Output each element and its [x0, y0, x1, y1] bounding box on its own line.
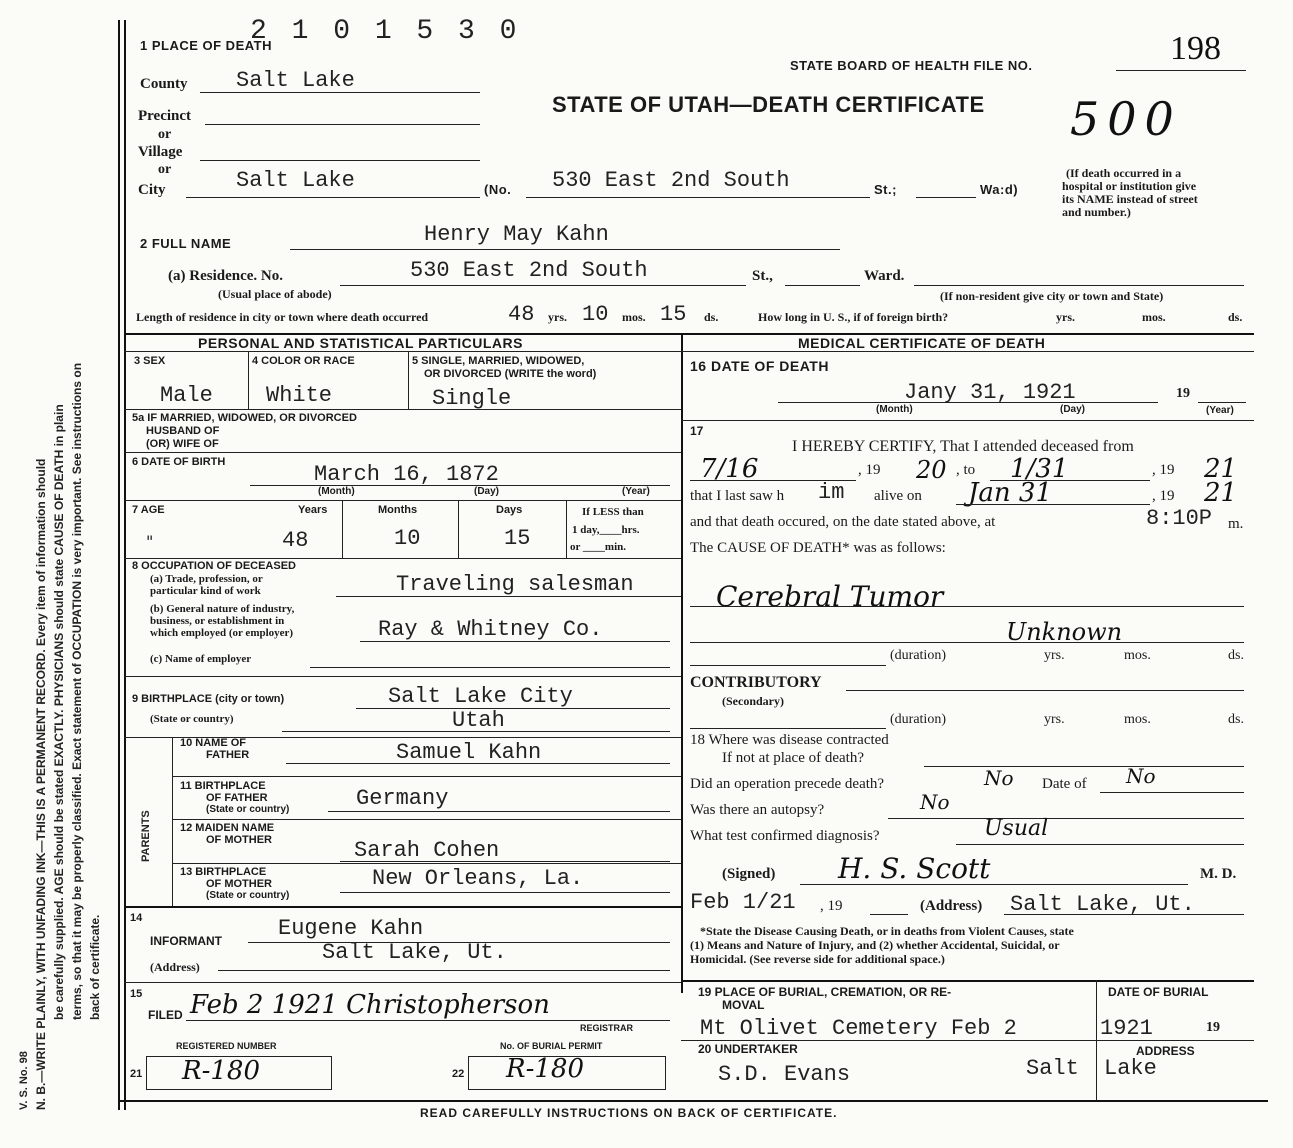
death-occurred-label: and that death occured, on the date stated above, at [690, 514, 996, 530]
mother-bp-label-2: OF MOTHER [206, 878, 272, 890]
cause-line-2 [690, 642, 1244, 643]
mother-label-2: OF MOTHER [206, 834, 272, 846]
residence-ward-line [785, 285, 860, 286]
duration-yrs-2: yrs. [1044, 712, 1065, 727]
residence-line [340, 285, 746, 286]
place-of-death-label: 1 PLACE OF DEATH [140, 38, 272, 53]
row-line-11 [124, 982, 681, 983]
age-divider-2 [458, 500, 459, 558]
occupation-c-label: (c) Name of employer [150, 653, 252, 665]
death-address-value: 530 East 2nd South [552, 168, 790, 193]
last-saw-label: that I last saw h [690, 488, 785, 504]
age-months-label: Months [378, 504, 418, 516]
date-month-label: (Month) [876, 404, 913, 415]
signed-date-19: , 19 [820, 898, 843, 914]
md-label: M. D. [1200, 866, 1237, 882]
length-days: 15 [660, 302, 687, 327]
spouse-label-3: (OR) WIFE OF [146, 438, 219, 450]
occupation-value: Traveling salesman [396, 572, 634, 597]
last-saw-line [956, 504, 1150, 505]
hospital-note-2: hospital or institution give [1062, 179, 1197, 193]
length-residence-label: Length of residence in city or town where death occurred [136, 310, 429, 324]
foreign-birth-label: How long in U. S., if of foreign birth? [758, 310, 949, 324]
mother-value: Sarah Cohen [354, 838, 500, 863]
last-saw-year: 21 [1204, 478, 1238, 508]
informant-value: Eugene Kahn [278, 916, 424, 941]
margin-instruction-line-2: be carefully supplied. AGE should be stated EXACTLY. PHYSICIANS should state CAUSE OF DEATH in plain [52, 404, 66, 1020]
cause-label: The CAUSE OF DEATH* was as follows: [690, 540, 946, 556]
last-saw-alive-label: alive on [874, 488, 922, 504]
undertaker-label: 20 UNDERTAKER [698, 1042, 798, 1056]
county-label: County [140, 76, 188, 92]
margin-instruction-line-3: terms, so that it may be properly classified. Exact statement of OCCUPATION is very important. See instructions on [70, 362, 84, 1020]
form-left-border [118, 20, 120, 1110]
filed-line [186, 1020, 670, 1021]
age-divider-1 [342, 500, 343, 558]
handwritten-number: 500 [1070, 92, 1182, 146]
county-value: Salt Lake [236, 68, 355, 93]
burial-place-label-2: MOVAL [722, 998, 765, 1012]
occupation-b-label-1: (b) General nature of industry, [150, 603, 295, 615]
address-label: (Address) [920, 898, 983, 914]
undertaker-city-value: Salt [1026, 1056, 1079, 1081]
birthplace-state-value: Utah [452, 708, 505, 733]
sex-color-divider [248, 351, 249, 409]
ward-label: Wa:d) [980, 182, 1019, 197]
burial-permit-value: R-180 [506, 1054, 584, 1084]
less-label-2: 1 day,____hrs. [572, 524, 640, 536]
undertaker-address-value: Lake [1104, 1056, 1157, 1081]
residence-city-line [914, 285, 1244, 286]
row-line-7 [172, 776, 681, 777]
to-label: , to [956, 462, 976, 478]
undertaker-line-top [681, 1040, 1254, 1041]
full-name-line [290, 249, 840, 250]
row-line-8 [172, 819, 681, 820]
form-left-border-inner [124, 20, 126, 1110]
occupation-label: 8 OCCUPATION OF DECEASED [132, 560, 296, 572]
secondary-label: (Secondary) [722, 694, 784, 708]
filed-label: FILED [148, 1008, 183, 1022]
duration-label-2: (duration) [890, 712, 946, 727]
row-line-5 [124, 676, 681, 677]
burial-permit-label: No. OF BURIAL PERMIT [500, 1041, 603, 1051]
age-years-label: Years [298, 504, 328, 516]
us-years-label: yrs. [1056, 310, 1075, 324]
last-saw-date: Jan 31 [968, 478, 1053, 508]
date-of-death-line [778, 402, 1158, 403]
ward-line [916, 197, 976, 198]
test-label: What test confirmed diagnosis? [690, 828, 880, 844]
registered-number-label: REGISTERED NUMBER [176, 1041, 277, 1051]
street-number-label: (No. [484, 182, 512, 197]
length-months: 10 [582, 302, 609, 327]
mother-line [340, 861, 670, 862]
burial-section-line [681, 980, 1254, 982]
age-months-value: 10 [394, 526, 421, 551]
birthplace-label: 9 BIRTHPLACE (city or town) [132, 693, 285, 705]
autopsy-line [888, 818, 1244, 819]
death-address-line [526, 197, 870, 198]
informant-address-label: (Address) [150, 960, 200, 974]
father-bp-label-3: (State or country) [206, 804, 290, 815]
age-divider-3 [566, 500, 567, 558]
sex-value: Male [160, 383, 213, 408]
spouse-label-1: 5a IF MARRIED, WIDOWED, OR DIVORCED [132, 412, 357, 424]
row-line-2 [124, 452, 681, 453]
marital-label-2: OR DIVORCED (WRITE the word) [424, 368, 597, 380]
attended-to-19: , 19 [1152, 462, 1175, 478]
residence-label: (a) Residence. No. [168, 268, 283, 284]
footnote-3: Homicidal. (See reverse side for additional space.) [690, 952, 945, 966]
dob-year-label: (Year) [622, 486, 650, 497]
mother-birthplace-value: New Orleans, La. [372, 866, 584, 891]
date-day-label: (Day) [1060, 404, 1086, 415]
age-mark: " [146, 532, 154, 551]
operation-date-label: Date of [1042, 776, 1087, 792]
margin-instruction-line-4: back of certificate. [88, 914, 102, 1020]
contributory-line [846, 690, 1244, 691]
length-years-label: yrs. [548, 310, 567, 324]
contributory-label: CONTRIBUTORY [690, 674, 822, 691]
birthplace-state-label: (State or country) [150, 713, 234, 725]
hospital-note-3: its NAME instead of street [1062, 192, 1198, 206]
last-saw-19: , 19 [1152, 488, 1175, 504]
informant-address-line [218, 970, 670, 971]
death-time-m: m. [1228, 516, 1244, 532]
form-bottom-border [118, 1100, 1268, 1102]
vs-number: V. S. No. 98 [18, 1051, 30, 1110]
nonresident-note: (If non-resident give city or town and State) [940, 289, 1164, 303]
attended-to-year: 21 [1204, 454, 1238, 484]
father-bp-label-2: OF FATHER [206, 792, 268, 804]
mother-bp-label-1: 13 BIRTHPLACE [180, 866, 267, 878]
certify-text: I HEREBY CERTIFY, That I attended deceased from [792, 438, 1134, 455]
father-label-2: FATHER [206, 749, 250, 761]
registered-number-value: R-180 [182, 1056, 260, 1086]
us-months-label: mos. [1142, 310, 1166, 324]
item-18-label-1: 18 Where was disease contracted [690, 732, 889, 748]
dob-line [250, 485, 670, 486]
medical-row-line-1 [681, 420, 1254, 421]
full-name-value: Henry May Kahn [424, 222, 609, 247]
margin-instruction-line-1: N. B.—WRITE PLAINLY, WITH UNFADING INK—THIS IS A PERMANENT RECORD. Every item of information should [34, 458, 48, 1110]
physician-address-value: Salt Lake, Ut. [1010, 892, 1195, 917]
parents-label: PARENTS [140, 810, 152, 862]
father-label-1: 10 NAME OF [180, 737, 247, 749]
residence-ward-label: Ward. [864, 268, 905, 284]
father-bp-label-1: 11 BIRTHPLACE [180, 780, 266, 792]
length-days-label: ds. [704, 310, 719, 324]
age-days-label: Days [496, 504, 523, 516]
county-line [200, 92, 480, 93]
attended-to-value: 1/31 [1010, 454, 1069, 484]
burial-place-label-1: 19 PLACE OF BURIAL, CREMATION, OR RE- [698, 985, 952, 999]
row-line-10 [124, 906, 681, 908]
less-label-3: or ____min. [570, 541, 627, 553]
age-years-value: 48 [282, 528, 309, 553]
date-of-death-value: Jany 31, 1921 [904, 380, 1076, 405]
father-birthplace-line [328, 811, 670, 812]
row-line-4 [124, 558, 681, 559]
us-days-label: ds. [1228, 310, 1243, 324]
residence-value: 530 East 2nd South [410, 258, 648, 283]
dob-month-label: (Month) [318, 486, 355, 497]
residence-street-label: St., [752, 268, 773, 284]
full-name-label: 2 FULL NAME [140, 236, 232, 251]
undertaker-value: S.D. Evans [718, 1062, 851, 1087]
village-label: Village [138, 144, 183, 160]
item-18-line [924, 766, 1244, 767]
parents-divider [172, 737, 173, 907]
occupation-a-label-1: (a) Trade, profession, or [150, 573, 263, 585]
length-years: 48 [508, 302, 535, 327]
operation-date-line [1100, 792, 1244, 793]
item-18-label-2: If not at place of death? [722, 750, 865, 766]
father-value: Samuel Kahn [396, 740, 542, 765]
signature-line [800, 884, 1188, 885]
date-of-death-19: 19 [1176, 386, 1190, 401]
attended-from-year: 20 [916, 456, 947, 484]
father-birthplace-value: Germany [356, 786, 449, 811]
death-time-value: 8:10P [1146, 506, 1213, 531]
hospital-note-1: (If death occurred in a [1066, 166, 1182, 180]
duration-yrs-1: yrs. [1044, 648, 1065, 663]
file-number-label: STATE BOARD OF HEALTH FILE NO. [790, 58, 1033, 73]
age-label: 7 AGE [132, 504, 165, 516]
file-number-line [1116, 70, 1246, 71]
age-days-value: 15 [504, 526, 531, 551]
operation-date-value: No [1126, 764, 1156, 788]
filed-number: 15 [130, 988, 143, 1000]
duration-ds-1: ds. [1228, 648, 1244, 663]
city-label: City [138, 182, 166, 198]
footnote-1: *State the Disease Causing Death, or in deaths from Violent Causes, state [700, 924, 1074, 938]
marital-label-1: 5 SINGLE, MARRIED, WIDOWED, [412, 355, 585, 367]
column-divider [681, 333, 683, 993]
village-line [200, 160, 480, 161]
date-year-label: (Year) [1206, 405, 1234, 416]
color-marital-divider [408, 351, 409, 409]
row-line-9 [172, 863, 681, 864]
informant-address-value: Salt Lake, Ut. [322, 940, 507, 965]
occupation-a-label-2: particular kind of work [150, 585, 261, 597]
dob-day-label: (Day) [474, 486, 500, 497]
attended-from-value: 7/16 [700, 454, 759, 484]
file-number: 198 [1170, 30, 1221, 67]
employer-name-line [310, 667, 670, 668]
burial-19: 19 [1206, 1020, 1220, 1035]
signed-label: (Signed) [722, 866, 776, 882]
occupation-line [336, 596, 681, 597]
mother-birthplace-line [340, 892, 670, 893]
duration-mos-1: mos. [1124, 648, 1151, 663]
footnote-2: (1) Means and Nature of Injury, and (2) whether Accidental, Suicidal, or [690, 938, 1060, 952]
duration-line-2a [690, 728, 886, 729]
item-21-label: 21 [130, 1068, 143, 1080]
personal-header: PERSONAL AND STATISTICAL PARTICULARS [198, 335, 523, 351]
length-months-label: mos. [622, 310, 646, 324]
registrar-label: REGISTRAR [580, 1023, 634, 1033]
employer-line [360, 641, 670, 642]
color-value: White [266, 383, 333, 408]
row-line-1 [124, 409, 681, 410]
cause-value: Cerebral Tumor [716, 580, 944, 613]
burial-year-value: 1921 [1100, 1016, 1153, 1041]
footer-instructions: READ CAREFULLY INSTRUCTIONS ON BACK OF CERTIFICATE. [420, 1106, 838, 1120]
dob-label: 6 DATE OF BIRTH [132, 456, 226, 468]
mother-label-1: 12 MAIDEN NAME [180, 822, 275, 834]
occupation-b-label-2: business, or establishment in [150, 615, 285, 627]
duration-mos-2: mos. [1124, 712, 1151, 727]
or-label-1: or [158, 127, 172, 142]
dob-value: March 16, 1872 [314, 462, 499, 487]
precinct-line [205, 124, 480, 125]
cause-value-2: Unknown [1006, 618, 1123, 646]
attended-from-19: , 19 [858, 462, 881, 478]
physician-address-line [1004, 914, 1244, 915]
signature-value: H. S. Scott [838, 852, 991, 885]
city-value: Salt Lake [236, 168, 355, 193]
stamp-number: 2 1 0 1 5 3 0 [250, 16, 521, 47]
operation-value: No [984, 766, 1014, 790]
date-of-death-label: 16 DATE OF DEATH [690, 358, 829, 374]
item-22-label: 22 [452, 1068, 465, 1080]
autopsy-value: No [920, 790, 950, 814]
spouse-label-2: HUSBAND OF [146, 425, 220, 437]
hospital-note-4: and number.) [1062, 205, 1131, 219]
test-value: Usual [984, 816, 1049, 841]
duration-ds-2: ds. [1228, 712, 1244, 727]
filed-value: Feb 2 1921 Christopherson [190, 990, 550, 1020]
informant-label: INFORMANT [150, 934, 222, 948]
medical-header: MEDICAL CERTIFICATE OF DEATH [798, 335, 1046, 351]
mother-bp-label-3: (State or country) [206, 890, 290, 901]
test-line [956, 844, 1244, 845]
birthplace-city-line [356, 708, 670, 709]
city-line [186, 197, 480, 198]
father-line [286, 763, 670, 764]
sex-label: 3 SEX [134, 355, 166, 367]
operation-label: Did an operation precede death? [690, 776, 885, 792]
row-line-3 [124, 500, 681, 501]
precinct-label: Precinct [138, 108, 192, 124]
marital-value: Single [432, 386, 512, 411]
or-label-2: or [158, 162, 172, 177]
date-of-death-year-line [1198, 402, 1246, 403]
birthplace-state-line [282, 731, 670, 732]
certificate-title: STATE OF UTAH—DEATH CERTIFICATE [552, 92, 985, 117]
cause-line-1 [690, 606, 1244, 607]
burial-date-label: DATE OF BURIAL [1108, 985, 1209, 999]
undertaker-address-label: ADDRESS [1136, 1044, 1195, 1058]
burial-place-value: Mt Olivet Cemetery Feb 2 [700, 1016, 1017, 1041]
informant-number: 14 [130, 912, 143, 924]
street-label: St.; [874, 182, 897, 197]
section-header-line [124, 351, 1254, 352]
less-label-1: If LESS than [582, 506, 644, 518]
signed-year-line [870, 914, 908, 915]
autopsy-label: Was there an autopsy? [690, 802, 825, 818]
duration-label-1: (duration) [890, 648, 946, 663]
color-label: 4 COLOR OR RACE [252, 355, 355, 367]
last-saw-him: im [818, 480, 845, 505]
item-17-label: 17 [690, 424, 704, 438]
signed-date-value: Feb 1/21 [690, 890, 796, 915]
duration-line-1a [690, 665, 886, 666]
birthplace-city-value: Salt Lake City [388, 684, 573, 709]
employer-value: Ray & Whitney Co. [378, 617, 603, 642]
occupation-b-label-3: which employed (or employer) [150, 627, 294, 639]
abode-note: (Usual place of abode) [218, 287, 332, 301]
